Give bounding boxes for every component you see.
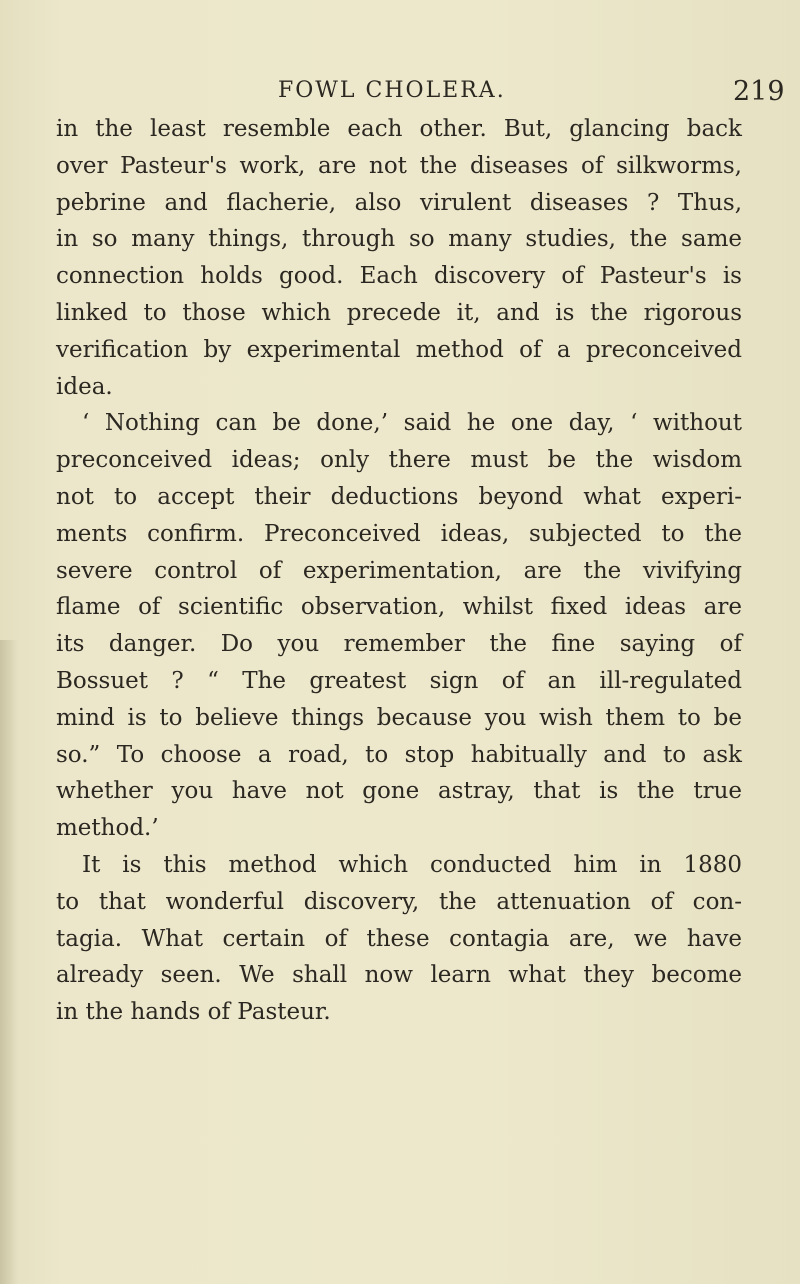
page-number: 219 <box>733 76 785 107</box>
text-line: idea. <box>56 373 113 400</box>
text-line: ‘ Nothing can be done,’ said he one day, ‘ without <box>82 410 742 437</box>
text-line: already seen. We shall now learn what they become <box>56 962 742 989</box>
text-line: verification by experimental method of a preconceived <box>56 336 742 363</box>
text-line: in the hands of Pasteur. <box>56 999 331 1026</box>
text-line: It is this method which conducted him in 1880 <box>82 851 742 878</box>
text-line: to that wonderful discovery, the attenuation of con- <box>56 888 742 915</box>
text-line: over Pasteur's work, are not the diseases of silkworms, <box>56 152 742 179</box>
text-line: severe control of experimentation, are the vivifying <box>56 557 742 584</box>
text-line: ments confirm. Preconceived ideas, subjected to the <box>56 520 742 547</box>
text-line: flame of scientific observation, whilst fixed ideas are <box>56 594 742 621</box>
text-line: Bossuet ? “ The greatest sign of an ill-regulated <box>56 667 742 694</box>
text-line: method.’ <box>56 815 159 842</box>
body-text <box>56 111 742 1031</box>
text-line: its danger. Do you remember the fine saying of <box>56 631 742 658</box>
text-line: tagia. What certain of these contagia are, we have <box>56 925 742 952</box>
text-line: linked to those which precede it, and is the rigorous <box>56 299 742 326</box>
text-line: in the least resemble each other. But, glancing back <box>56 116 742 142</box>
text-line: preconceived ideas; only there must be the wisdom <box>56 447 742 474</box>
page-gutter-shadow <box>0 640 18 1284</box>
text-line: mind is to believe things because you wish them to be <box>56 704 742 731</box>
text-line: connection holds good. Each discovery of Pasteur's is <box>56 263 742 290</box>
running-title: FOWL CHOLERA. <box>278 78 506 103</box>
text-line: in so many things, through so many studies, the same <box>56 226 742 253</box>
running-head <box>0 76 800 110</box>
text-line: whether you have not gone astray, that is the true <box>56 778 742 805</box>
text-line: so.” To choose a road, to stop habitually and to ask <box>56 741 742 768</box>
text-line: pebrine and flacherie, also virulent diseases ? Thus, <box>56 189 742 216</box>
text-line: not to accept their deductions beyond what experi- <box>56 483 742 510</box>
